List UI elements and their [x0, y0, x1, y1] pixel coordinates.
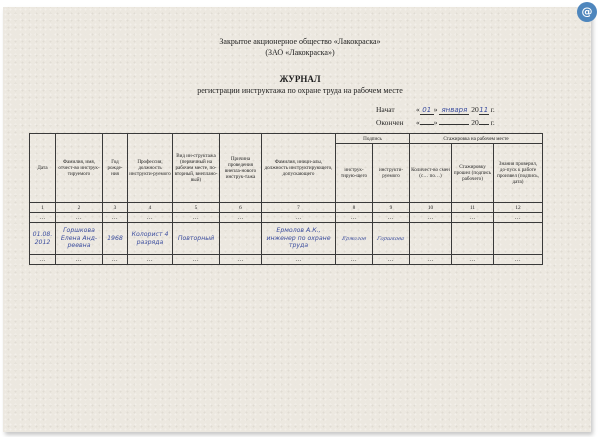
org-name-full: Закрытое акционерное общество «Лакокраска»	[219, 37, 381, 46]
journal-title: ЖУРНАЛ	[279, 74, 321, 84]
entry-birth-year: 1968	[103, 223, 128, 255]
entry-instructor: Ермолов А.К., инженер по охране труда	[262, 223, 336, 255]
col-header-date: Дата	[30, 134, 56, 203]
start-year-prefix: 20	[471, 105, 479, 114]
entry-reason	[220, 223, 262, 255]
entry-name: Горшкова Елена Анд-реевна	[56, 223, 103, 255]
col-header-sign-trainee: инструкти-руемого	[373, 144, 410, 203]
col-header-profession: Профессия, должность инструкти-руемого	[128, 134, 173, 203]
col-header-sign-instructor: инструк-тирую-щего	[336, 144, 373, 203]
end-year-unit: г.	[490, 118, 495, 127]
instructor-signature: Ермолов	[341, 235, 367, 242]
col-header-internship-passed: Стажировку прошел (подпись рабочего)	[452, 144, 494, 203]
col-header-shifts: Количест-во смен (с… по…)	[410, 144, 452, 203]
entry-briefing-type: Повторный	[173, 223, 220, 255]
ellipsis-row-top: … … … … … … … … … … … …	[30, 213, 543, 223]
col-group-internship: Стажировка на рабочем месте	[410, 134, 543, 144]
entry-profession: Колорист 4 разряда	[128, 223, 173, 255]
chat-logo-icon[interactable]: @	[577, 2, 597, 22]
col-header-name: Фамилия, имя, отчест-во инструк-тируемого	[56, 134, 103, 203]
trainee-signature: Горшкова	[376, 235, 406, 242]
start-day: 01	[422, 106, 432, 114]
quote-close: »	[433, 105, 438, 114]
col-header-briefing-type: Вид ин-структажа (первичный на рабочем месте, по-вторный, внеплано-вый)	[173, 134, 220, 203]
end-year-prefix: 20	[471, 118, 479, 127]
journal-table	[29, 133, 543, 265]
entry-date: 01.08. 2012	[30, 223, 56, 255]
ellipsis-row-bottom: … … … … … … … … … … … …	[30, 255, 543, 265]
start-month: января	[441, 106, 468, 114]
col-header-knowledge-checked: Знания проверил, до-пуск к работе произвел (подпись, дата)	[494, 144, 543, 203]
start-year-unit: г.	[490, 105, 495, 114]
journal-subtitle: регистрации инструктажа по охране труда на рабочем месте	[197, 86, 403, 95]
column-numbers-row: 1 2 3 4 5 6 7 8 9 10 11 12	[30, 203, 543, 213]
start-year-suffix: 11	[479, 106, 489, 114]
col-group-signature: Подпись	[336, 134, 410, 144]
table-row	[30, 223, 543, 255]
quote-open: «	[416, 105, 420, 114]
end-label: Окончен	[376, 118, 404, 127]
org-name-short: (ЗАО «Лакокраска»)	[265, 48, 335, 57]
start-label: Начат	[376, 105, 395, 114]
col-header-instructor: Фамилия, иници-алы, должность инструктирующего, допускающего	[262, 134, 336, 203]
col-header-reason: Причина проведения внепла-нового инструк-тажа	[220, 134, 262, 203]
col-header-birth-year: Год рожде-ния	[103, 134, 128, 203]
